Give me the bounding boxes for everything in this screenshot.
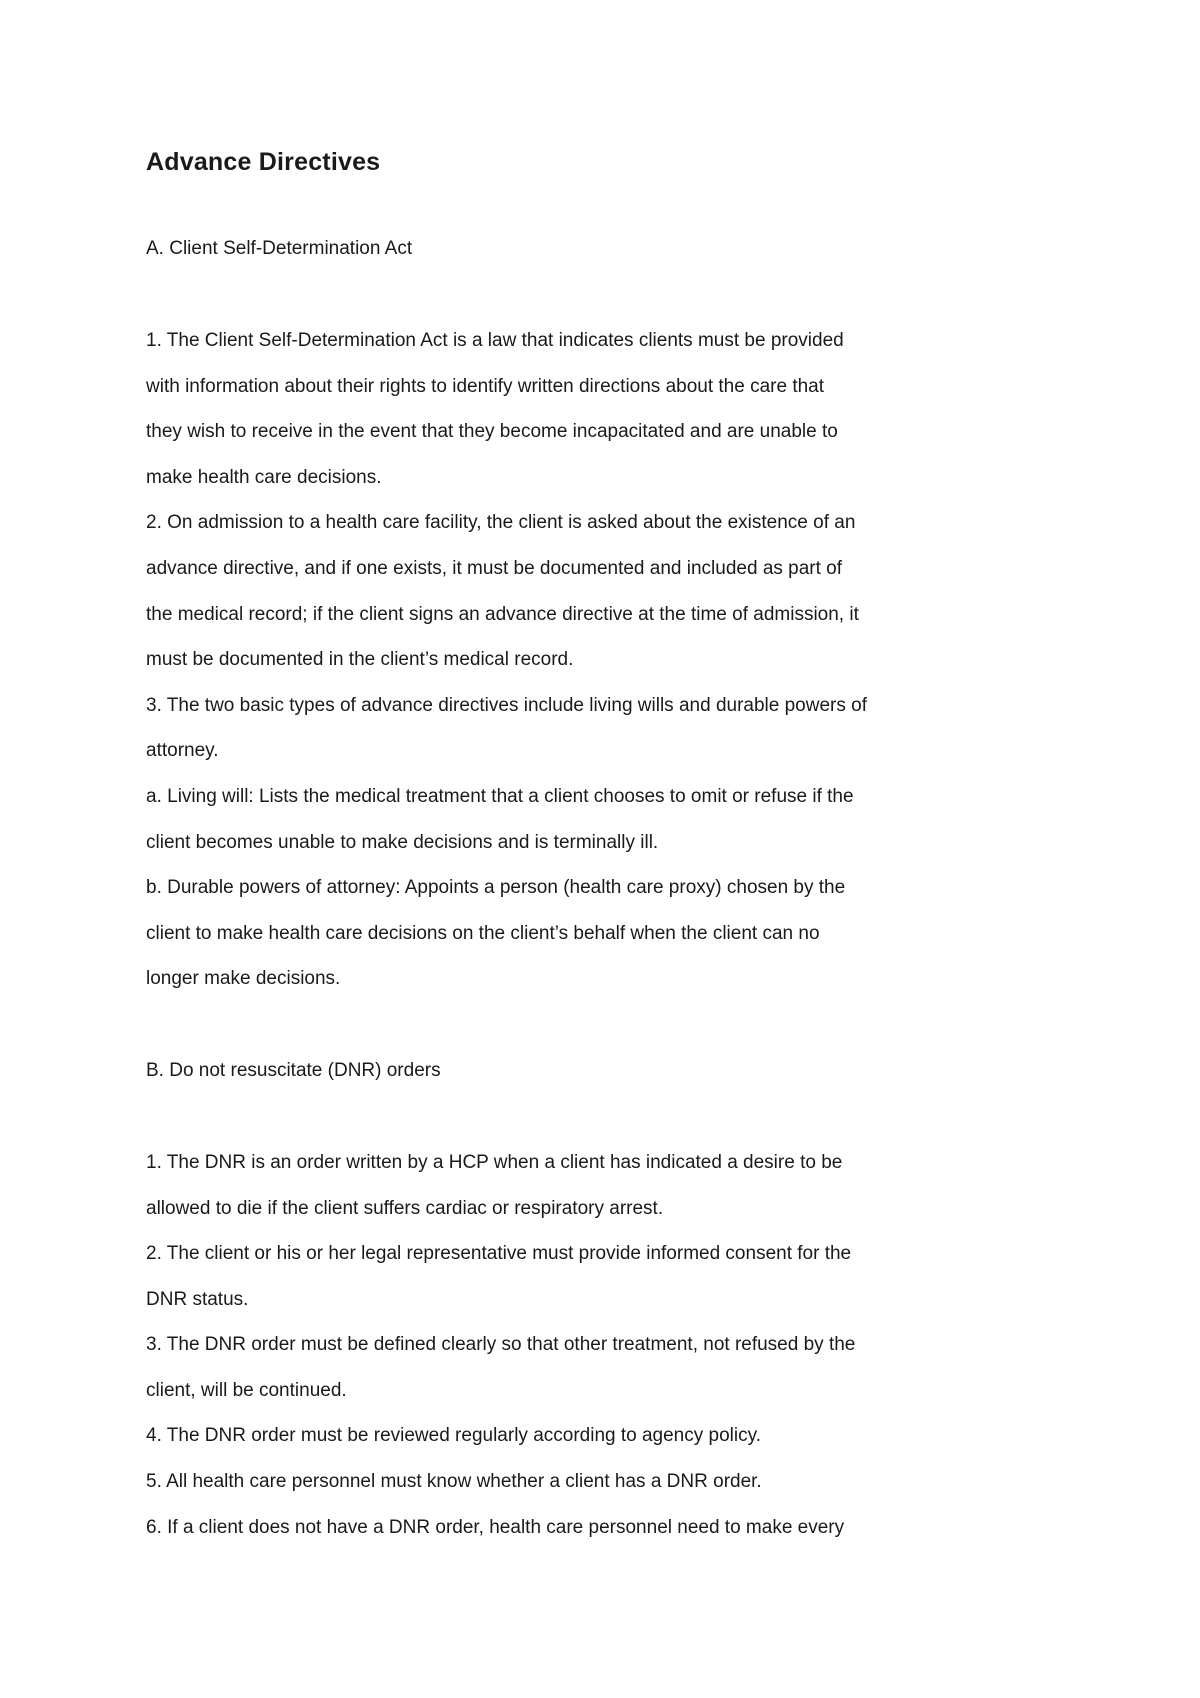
list-item: 1. The Client Self-Determination Act is a law that indicates clients must be provided with information about their rights to identify written directions about the care that they wish to receive in the event that they become incapacitated and are unable to make health care decisions. (146, 330, 844, 488)
list-item: a. Living will: Lists the medical treatment that a client chooses to omit or refuse if the client becomes unable to make decisions and is terminally ill. (146, 785, 854, 853)
document-title: Advance Directives (146, 148, 381, 176)
list-item: 2. The client or his or her legal representative must provide informed consent for the DNR status. (146, 1243, 852, 1310)
list-item: 5. All health care personnel must know whether a client has a DNR order. (146, 1471, 762, 1493)
list-item: 1. The DNR is an order written by a HCP when a client has indicated a desire to be allowed to die if the client suffers cardiac or respiratory arrest. (146, 1151, 843, 1219)
section-heading-a: A. Client Self-Determination Act (146, 238, 413, 259)
list-item: b. Durable powers of attorney: Appoints a person (health care proxy) chosen by the client to make health care decisions on the client’s behalf when the client can no longer make decisions. (146, 877, 846, 990)
list-item: 2. On admission to a health care facility, the client is asked about the existence of an advance directive, and if one exists, it must be documented and included as part of the medical record; if the client signs an advance directive at the time of admission, it must be documented in the client’s medical record. (146, 512, 859, 671)
list-item: 6. If a client does not have a DNR order, health care personnel need to make every (146, 1516, 845, 1538)
list-item: 3. The DNR order must be defined clearly so that other treatment, not refused by the client, will be continued. (146, 1334, 856, 1401)
section-a-items (146, 318, 946, 1002)
section-heading-b: B. Do not resuscitate (DNR) orders (146, 1059, 441, 1081)
page-content (146, 142, 946, 1550)
section-b-items (146, 1140, 946, 1550)
list-item: 3. The two basic types of advance directives include living wills and durable powers of attorney. (146, 694, 867, 762)
list-item: 4. The DNR order must be reviewed regularly according to agency policy. (146, 1425, 761, 1447)
